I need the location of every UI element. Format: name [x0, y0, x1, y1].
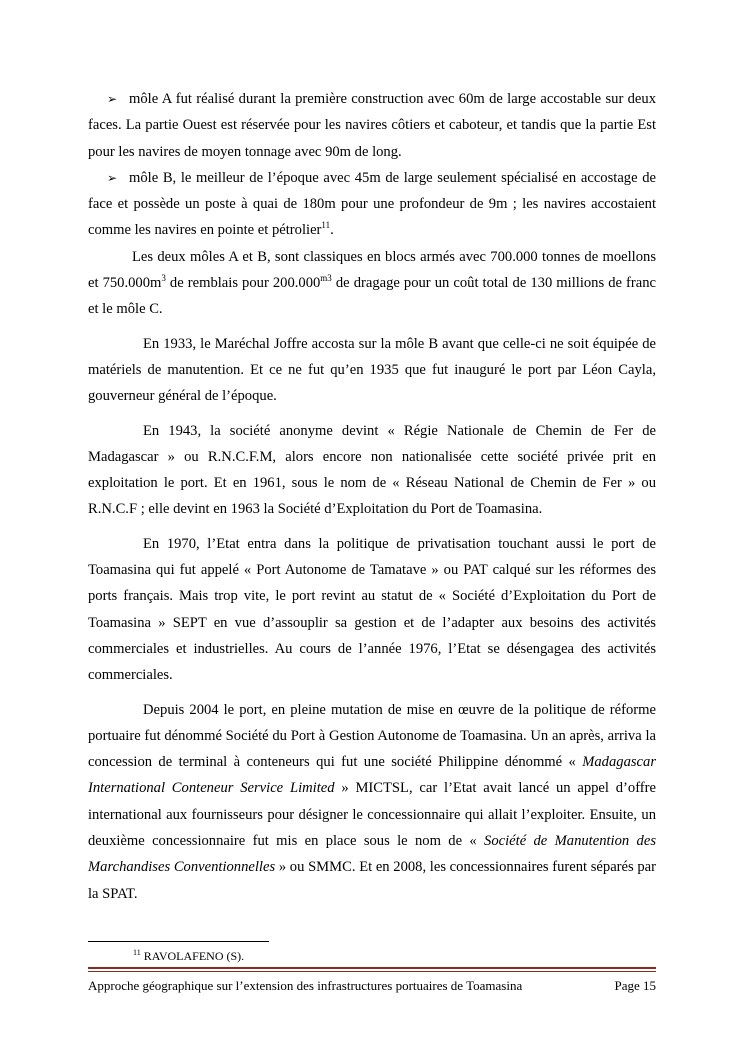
moles-text-a: Les deux môles A et B, sont classiques en blocs armés avec 700.000 tonnes de moellons et 750.000m — [88, 248, 656, 292]
footnote-text: RAVOLAFENO (S). — [140, 949, 245, 963]
footer-rule-thick — [88, 967, 656, 969]
moles-text-b: de remblais pour 200.000 — [165, 275, 321, 292]
smmc-name: Société de Manutention des Marchandises Conventionnelles — [88, 833, 656, 876]
mictsl-name: Madagascar International Conteneur Service Limited — [88, 754, 656, 797]
mole-a-text: môle A fut réalisé durant la première construction avec 60m de large accostable sur deux faces. La partie Ouest est réservée pour les navires côtiers et caboteur, et tandis que la partie Est pour les navires de moyen tonnage avec 90m de long. — [88, 91, 656, 160]
text-2004-b: » MICTSL, car l’Etat avait lancé un appel d’offre international aux fournisseurs pour désigner le concessionnaire qui allait l’exploiter. Ensuite, un deuxième concessionnaire fut mis en place sous le nom de « — [88, 780, 657, 850]
paragraph-2004 — [88, 697, 656, 907]
mole-b-text: môle B, le meilleur de l’époque avec 45m de large seulement spécialisé en accostage de face et possède un poste à quai de 180m pour une profondeur de 9m ; les navires accostaient comme les navires en pointe et pétrolier — [88, 169, 656, 239]
footnote-separator — [88, 941, 269, 942]
footer-title: Approche géographique sur l’extension des infrastructures portuaires de Toamasina — [88, 978, 523, 993]
arrow-bullet-icon: ➢ — [107, 170, 118, 185]
footnote-number: 11 — [133, 948, 141, 957]
arrow-bullet-icon: ➢ — [107, 92, 118, 106]
mole-b-end: . — [330, 222, 334, 239]
page-number: Page 15 — [614, 978, 656, 993]
footnote-ref: 11 — [321, 220, 331, 231]
moles-text-c: de dragage pour un coût total de 130 millions de franc et le môle C. — [88, 275, 656, 318]
footer-rule-thin — [88, 971, 656, 972]
superscript-3: 3 — [161, 273, 166, 284]
text-2004-a: Depuis 2004 le port, en pleine mutation de mise en œuvre de la politique de réforme portuaire fut dénommé Société du Port à Gestion Autonome de Toamasina. Un an après, arriva la concession de terminal à conteneurs qui fut une société Philippine dénommé « — [88, 701, 656, 771]
bullet-item-mole-a — [88, 86, 656, 165]
footnote — [133, 948, 244, 964]
paragraph-1943: En 1943, la société anonyme devint « Régie Nationale de Chemin de Fer de Madagascar » ou R.N.C.F.M, alors encore non nationalisée cette société privée prit en exploitation le port. Et en 1961, sous le nom de « Réseau National de Chemin de Fer » ou R.N.C.F ; elle devint en 1963 la Société d’Exploitation du Port de Toamasina. — [88, 422, 656, 518]
paragraph-1970: En 1970, l’Etat entra dans la politique de privatisation touchant aussi le port de Toamasina qui fut appelé « Port Autonome de Tamatave » ou PAT calqué sur les réformes des ports français. Mais trop vite, le port revint au statut de « Société d’Exploitation du Port de Toamasina » SEPT en vue d’assouplir sa gestion et de l’adapter aux besoins des activités commerciales et industrielles. Au cours de l’année 1976, l’Etat se désengagea des activités commerciales. — [88, 535, 656, 684]
page-body — [88, 86, 656, 907]
bullet-item-mole-b — [88, 165, 656, 244]
superscript-m3: m3 — [320, 273, 332, 284]
paragraph-moles — [88, 244, 656, 323]
paragraph-1933: En 1933, le Maréchal Joffre accosta sur la môle B avant que celle-ci ne soit équipée de matériels de manutention. Et ce ne fut qu’en 1935 que fut inauguré le port par Léon Cayla, gouverneur général de l’époque. — [88, 335, 656, 405]
text-2004-c: » ou SMMC. Et en 2008, les concessionnaires furent séparés par la SPAT. — [88, 859, 656, 902]
